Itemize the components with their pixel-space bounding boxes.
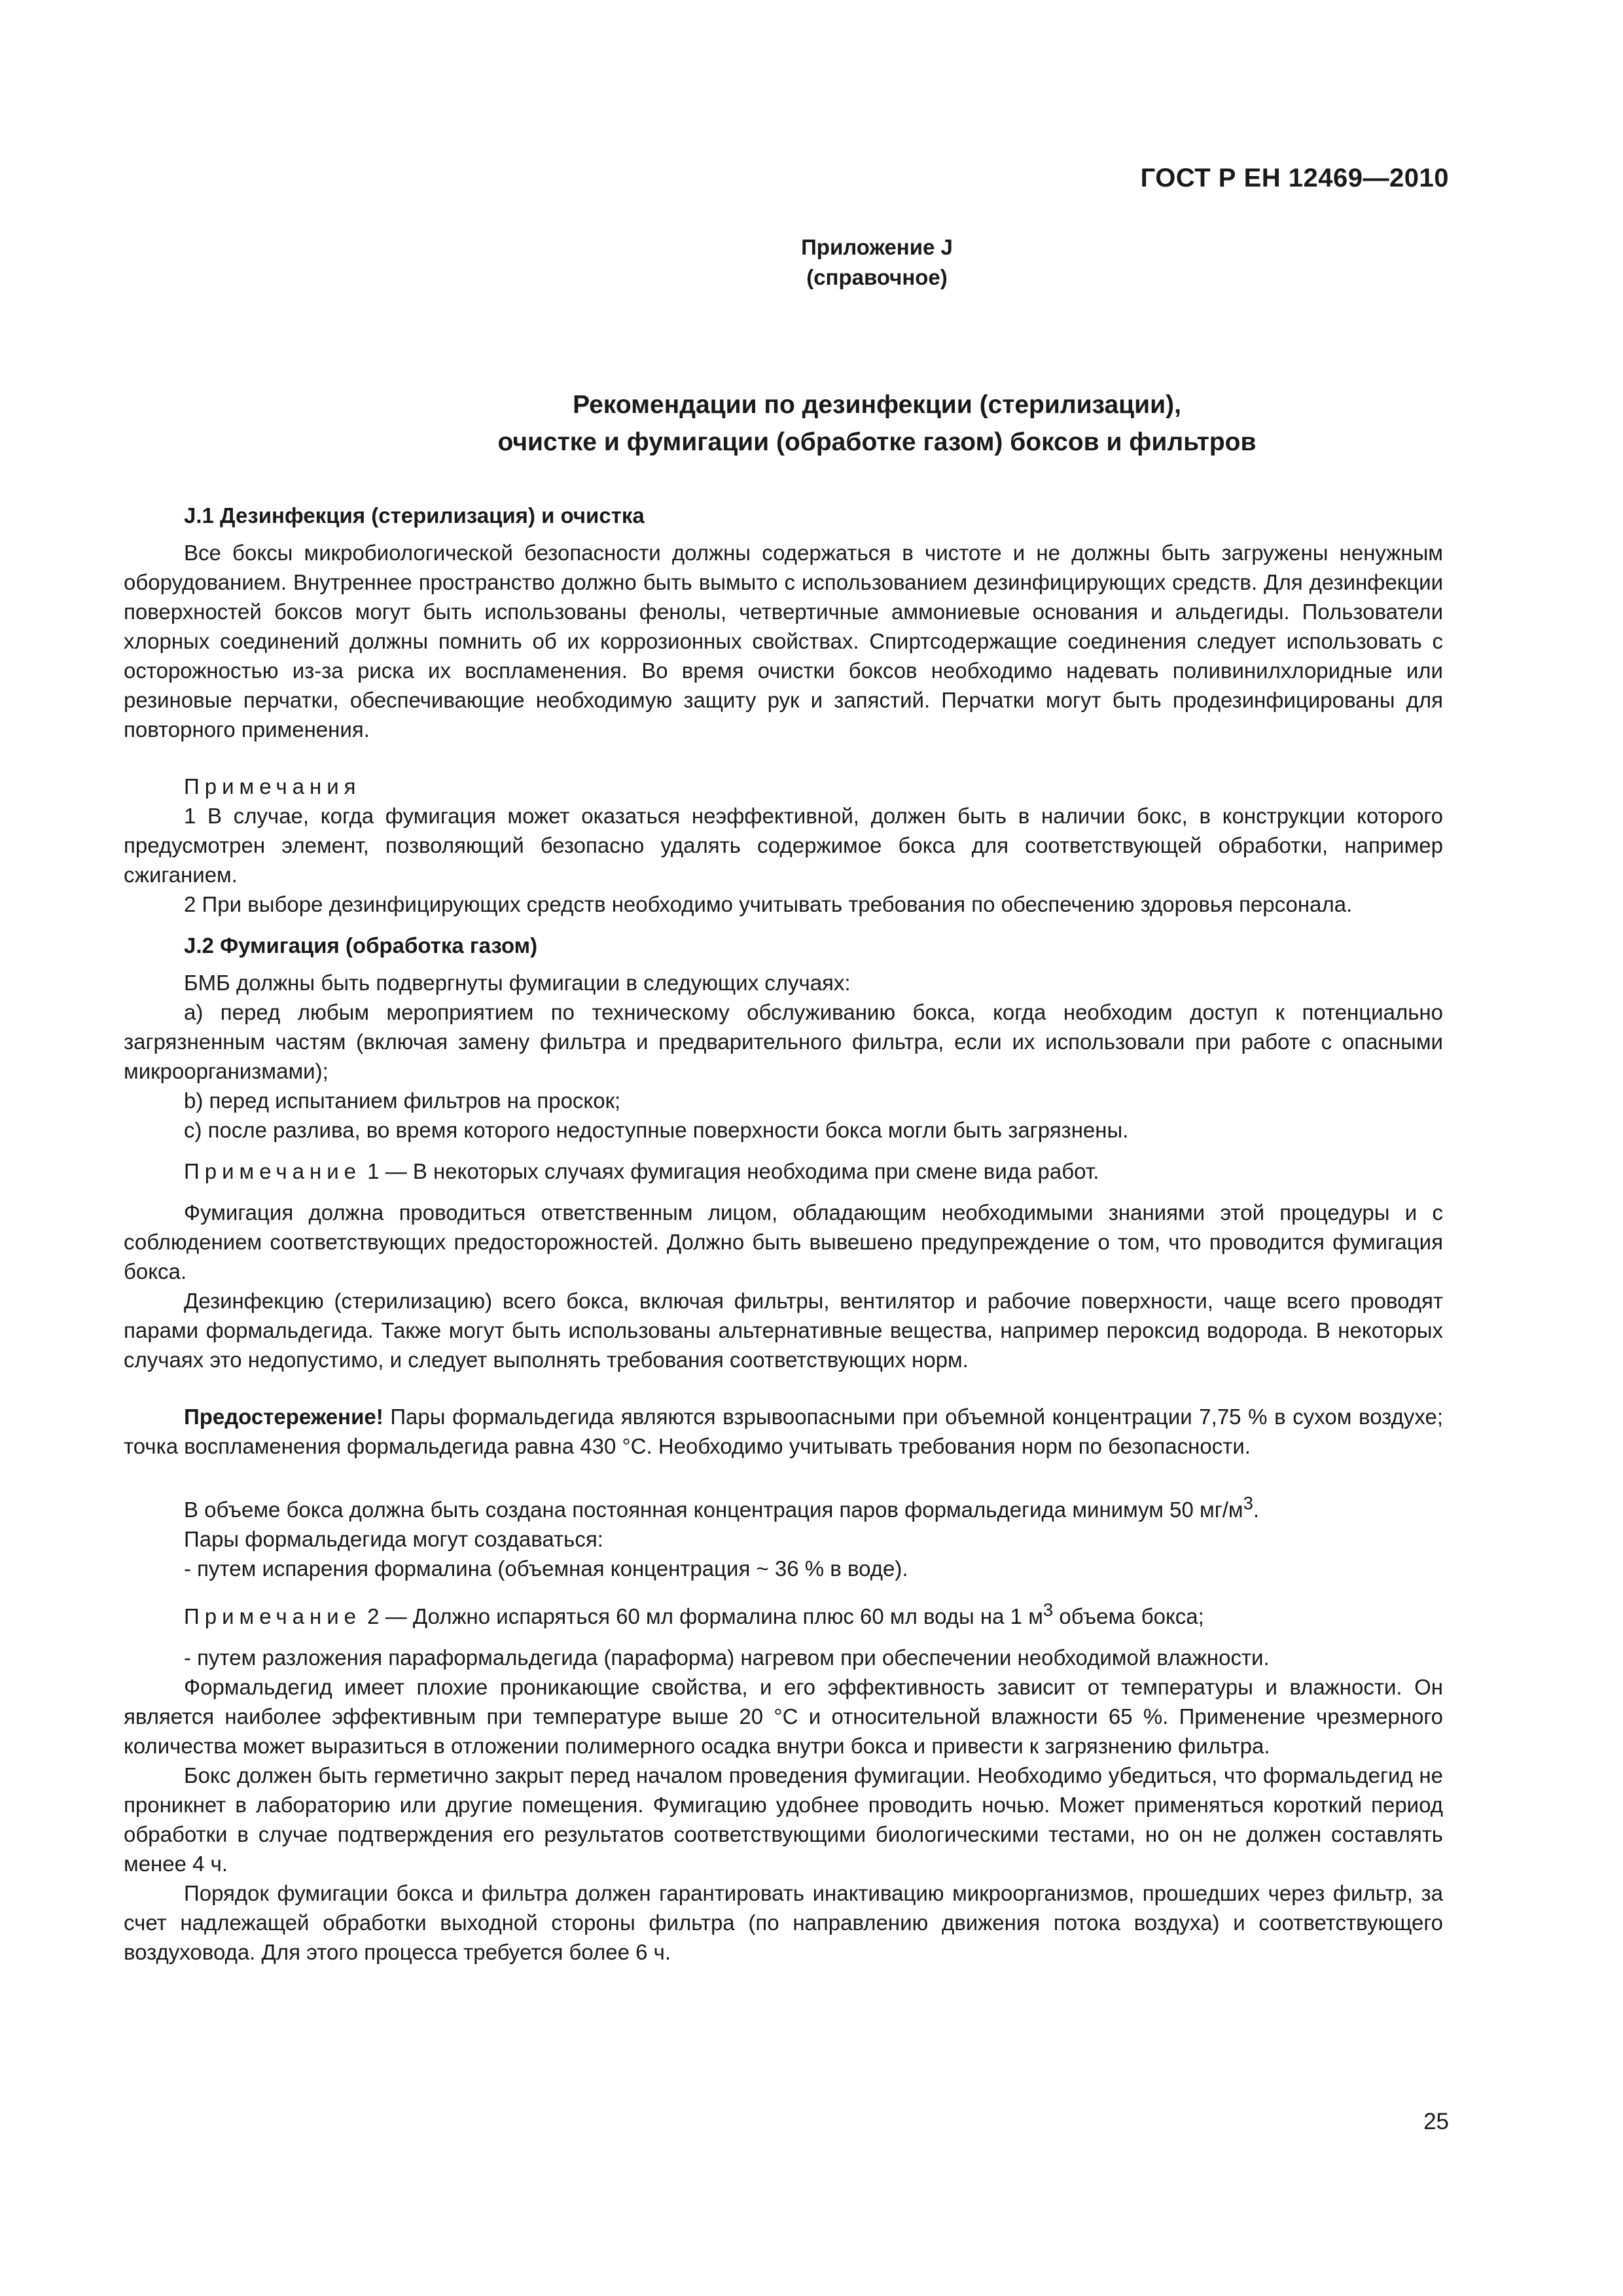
list-item: a) перед любым мероприятием по техническому обслуживанию бокса, когда необходим доступ к потенциально загрязненным частям (включая замену фильтра и предварительного фильтра, если их использовали при работе с опасными микроорганизмами);	[124, 1000, 1443, 1083]
annex-title	[0, 386, 1623, 461]
warning-label: Предостережение!	[184, 1405, 383, 1429]
paragraph: Формальдегид имеет плохие проникающие свойства, и его эффективность зависит от температуры и влажности. Он является наиболее эффективным при температуре выше 20 °С и относительной влажности 65 %. Применение чрезмерного количества может выразиться в отложении полимерного осадка внутри бокса и привести к загрязнению фильтра.	[124, 1675, 1443, 1758]
annex-title-line-2: очистке и фумигации (обработке газом) боксов и фильтров	[497, 428, 1257, 456]
list-item: - путем испарения формалина (объемная концентрация ~ 36 % в воде).	[184, 1556, 908, 1581]
page-number: 25	[1423, 2109, 1449, 2134]
note-item: 2 При выборе дезинфицирующих средств необходимо учитывать требования по обеспечению здоровья персонала.	[184, 892, 1353, 916]
list-item: c) после разлива, во время которого недоступные поверхности бокса могли быть загрязнены.	[184, 1118, 1129, 1142]
paragraph: Все боксы микробиологической безопасности должны содержаться в чистоте и не должны быть загружены ненужным оборудованием. Внутреннее пространство должно быть вымыто с использованием дезинфицирующих средств. Для дезинфекции поверхностей боксов могут быть использованы фенолы, четвертичные аммониевые основания и альдегиды. Пользователи хлорных соединений должны помнить об их коррозионных свойствах. Спиртсодержащие соединения следует использовать с осторожностью из-за риска их воспламенения. Во время очистки боксов необходимо надевать поливинилхлоридные или резиновые перчатки, обеспечивающие необходимую защиту рук и запястий. Перчатки могут быть продезинфицированы для повторного применения.	[124, 541, 1443, 742]
note-line: Примечание 2 — Должно испаряться 60 мл формалина плюс 60 мл воды на 1 $м^3$ объема бокса;	[184, 1600, 1204, 1628]
annex-heading	[0, 232, 1623, 293]
document-body	[124, 501, 1443, 1967]
paragraph: Дезинфекцию (стерилизацию) всего бокса, включая фильтры, вентилятор и рабочие поверхности, чаще всего проводят парами формальдегида. Также могут быть использованы альтернативные вещества, например пероксид водорода. В некоторых случаях это недопустимо, и следует выполнять требования соответствующих норм.	[124, 1289, 1443, 1372]
annex-label: Приложение J	[801, 235, 953, 259]
annex-title-line-1: Рекомендации по дезинфекции (стерилизации),	[573, 391, 1181, 419]
note-item: 1 В случае, когда фумигация может оказаться неэффективной, должен быть в наличии бокс, в конструкции которого предусмотрен элемент, позволяющий безопасно удалять содержимое бокса для соответствующей обработки, например сжиганием.	[124, 804, 1443, 887]
annex-status: (справочное)	[806, 265, 948, 289]
paragraph: БМБ должны быть подвергнуты фумигации в следующих случаях:	[184, 971, 851, 995]
note-line: Примечание 1 — В некоторых случаях фумигация необходима при смене вида работ.	[184, 1159, 1099, 1183]
section-heading-j1: J.1 Дезинфекция (стерилизация) и очистка	[184, 503, 645, 528]
list-item: - путем разложения параформальдегида (параформа) нагревом при обеспечении необходимой влажности.	[184, 1645, 1270, 1670]
paragraph: В объеме бокса должна быть создана постоянная концентрация паров формальдегида минимум 50 $мг/м^3$.	[184, 1493, 1260, 1522]
document-code: ГОСТ Р ЕН 12469—2010	[1140, 164, 1449, 192]
paragraph: Пары формальдегида могут создаваться:	[184, 1527, 603, 1551]
section-heading-j2: J.2 Фумигация (обработка газом)	[184, 933, 538, 958]
notes-label: Примечания	[184, 774, 361, 798]
paragraph: Порядок фумигации бокса и фильтра должен гарантировать инактивацию микроорганизмов, прошедших через фильтр, за счет надлежащей обработки выходной стороны фильтра (по направлению движения потока воздуха) и соответствующего воздуховода. Для этого процесса требуется более 6 ч.	[124, 1881, 1443, 1964]
warning-paragraph: Предостережение! Пары формальдегида являются взрывоопасными при объемной концентрации 7,75 % в сухом воздухе; точка воспламенения формальдегида равна 430 °С. Необходимо учитывать требования норм по безопасности.	[124, 1405, 1443, 1458]
paragraph: Фумигация должна проводиться ответственным лицом, обладающим необходимыми знаниями этой процедуры и с соблюдением соответствующих предосторожностей. Должно быть вывешено предупреждение о том, что проводится фумигация бокса.	[124, 1200, 1443, 1283]
paragraph: Бокс должен быть герметично закрыт перед началом проведения фумигации. Необходимо убедиться, что формальдегид не проникнет в лабораторию или другие помещения. Фумигацию удобнее проводить ночью. Может применяться короткий период обработки в случае подтверждения его результатов соответствующими биологическими тестами, но он не должен составлять менее 4 ч.	[124, 1763, 1443, 1876]
list-item: b) перед испытанием фильтров на проскок;	[184, 1088, 621, 1113]
